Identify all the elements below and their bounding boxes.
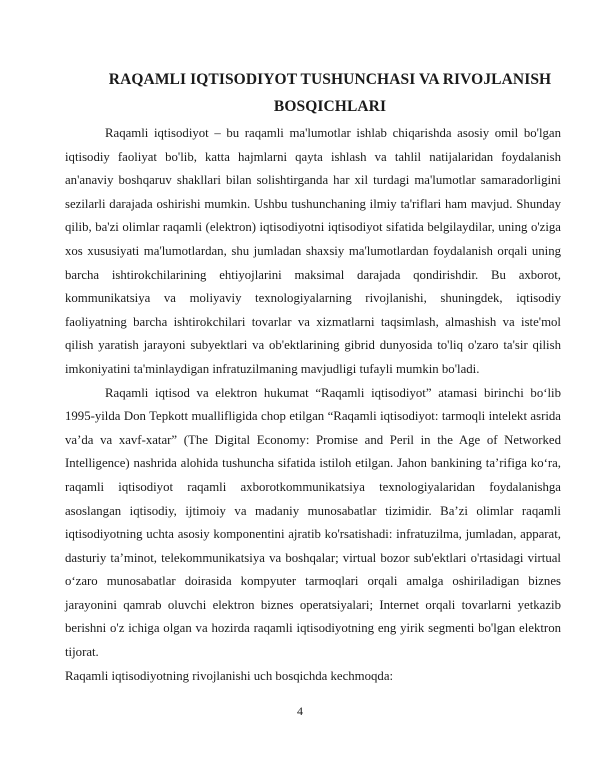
page-number: 4: [297, 704, 303, 718]
paragraph-history: Raqamli iqtisod va elektron hukumat “Raqamli iqtisodiyot” atamasi birinchi bo‘lib 1995-yilda Don Tepkott muallifligida chop etilgan “Raqamli iqtisodiyot: tarmoqli intelekt asrida va’da va xavf-xatar” (The Digital Economy: Promise and Peril in the Age of Networked Intelligence) nashrida alohida tushuncha sifatida istiloh etilgan. Jahon bankining ta’rifiga ko‘ra, raqamli iqtisodiyot raqamli axborotkommunikatsiya texnologiyalaridan foydalanishga asoslangan iqtisodiy, ijtimoiy va madaniy munosabatlar tizimidir. Ba’zi olimlar raqamli iqtisodiyotning uchta asosiy komponentini ajratib ko'rsatishadi: infratuzilma, jumladan, apparat, dasturiy ta’minot, telekommunikatsiya va boshqalar; virtual bozor sub'ektlari o'rtasidagi virtual o‘zaro munosabatlar doirasida kompyuter tarmoqlari orqali amalga oshiriladigan biznes jarayonini qamrab oluvchi elektron biznes operatsiyalari; Internet orqali tovarlarni yetkazib berishni o'z ichiga olgan va hozirda raqamli iqtisodiyotning eng yirik segmenti bo'lgan elektron tijorat.: [65, 385, 561, 660]
paragraph-stages-intro: Raqamli iqtisodiyotning rivojlanishi uch bosqichda kechmoqda:: [65, 668, 394, 683]
paragraph-definition: Raqamli iqtisodiyot – bu raqamli ma'lumotlar ishlab chiqarishda asosiy omil bo'lgan iqtisodiy faoliyat bo'lib, katta hajmlarni qayta ishlash va tahlil natijalaridan foydalanish an'anaviy boshqaruv shakllari bilan solishtirganda har xil turdagi ma'lumotlar samaradorligini sezilarli darajada oshirishi mumkin. Ushbu tushunchaning ilmiy ta'riflari ham mavjud. Shunday qilib, ba'zi olimlar raqamli (elektron) iqtisodiyotni iqtisodiyot sifatida belgilaydilar, uning o'ziga xos xususiyati ma'lumotlardan, shu jumladan shaxsiy ma'lumotlardan foydalanish orqali uning barcha ishtirokchilarining ehtiyojlarini maksimal darajada qondirishdir. Bu axborot, kommunikatsiya va moliyaviy texnologiyalarning rivojlanishi, shuningdek, iqtisodiy faoliyatning barcha ishtirokchilari tovarlar va xizmatlarni taqsimlash, almashish va iste'mol qilish yaratish jarayoni subyektlari va ob'ektlarining gibrid dunyosida to'liq o'zaro ta'sir qilish imkoniyatini ta'minlaydigan infratuzilmaning mavjudligi tufayli mumkin bo'ladi.: [65, 126, 561, 376]
document-body: [65, 122, 561, 688]
page-title: RAQAMLI IQTISODIYOT TUSHUNCHASI VA RIVOJLANISH BOSQICHLARI: [108, 71, 552, 115]
